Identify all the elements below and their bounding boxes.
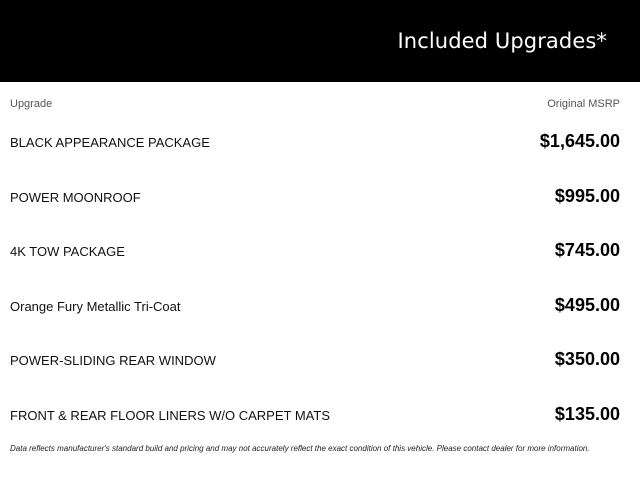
list-item [0,334,640,389]
upgrade-name: POWER-SLIDING REAR WINDOW [10,353,216,368]
column-header-msrp: Original MSRP [547,98,620,110]
upgrade-name: FRONT & REAR FLOOR LINERS W/O CARPET MATS [10,407,330,423]
page-title: Included Upgrades* [397,29,607,53]
list-item [0,389,640,444]
upgrade-name: POWER MOONROOF [10,189,141,205]
upgrade-name: BLACK APPEARANCE PACKAGE [10,135,210,150]
upgrade-name: 4K TOW PACKAGE [10,244,125,259]
column-header-upgrade: Upgrade [10,98,53,110]
upgrade-price: $745.00 [554,240,620,260]
upgrade-price: $350.00 [554,349,620,369]
upgrades-list [0,116,640,443]
list-item [0,280,640,335]
column-headers [0,98,640,114]
upgrade-price: $135.00 [554,403,620,424]
upgrade-price: $995.00 [554,185,620,206]
header-banner [0,0,640,82]
list-item [0,116,640,171]
list-item [0,171,640,226]
upgrade-price: $1,645.00 [539,131,620,151]
upgrade-name: Orange Fury Metallic Tri-Coat [10,298,181,314]
disclaimer-text: Data reflects manufacturer's standard build and pricing and may not accurately reflect the exact condition of this vehicle. Please contact dealer for more information. [10,444,590,453]
upgrade-price: $495.00 [554,294,620,315]
list-item [0,225,640,280]
